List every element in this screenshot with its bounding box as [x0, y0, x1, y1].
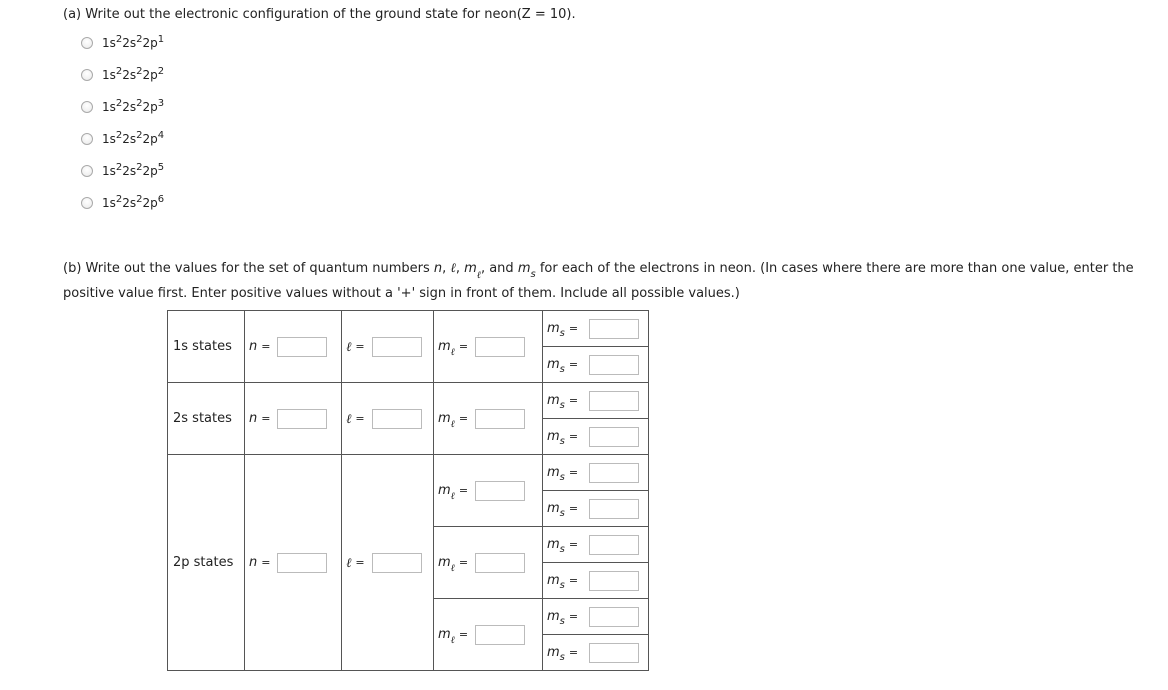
- ms-input-1s-1[interactable]: [589, 319, 639, 339]
- option-label: $1s^22s^22p^4$: [102, 130, 165, 146]
- ml-input-2p-2[interactable]: [475, 553, 525, 573]
- ms-cell: m s =: [543, 347, 649, 383]
- ms-cell: m s =: [543, 383, 649, 419]
- row-label-1s: 1s states: [168, 311, 245, 383]
- ms-input-1s-2[interactable]: [589, 355, 639, 375]
- ms-input-2p-5[interactable]: [589, 607, 639, 627]
- question-a: (a) Write out the electronic configuration of the ground state for neon(Z = 10).: [63, 7, 576, 22]
- ms-cell: m s =: [543, 311, 649, 347]
- l-cell: ℓ =: [342, 383, 434, 455]
- ms-cell: m s =: [543, 455, 649, 491]
- option-2p4[interactable]: [81, 123, 164, 155]
- radio-button[interactable]: [81, 69, 93, 81]
- ms-cell: m s =: [543, 419, 649, 455]
- l-input-1s[interactable]: [372, 337, 422, 357]
- ms-input-2s-1[interactable]: [589, 391, 639, 411]
- n-cell: n =: [245, 455, 342, 671]
- n-cell: n =: [245, 383, 342, 455]
- option-2p3[interactable]: [81, 91, 164, 123]
- ml-cell: m ℓ =: [434, 527, 543, 599]
- quantum-numbers-table: [167, 310, 649, 671]
- n-input-2p[interactable]: [277, 553, 327, 573]
- n-input-1s[interactable]: [277, 337, 327, 357]
- config-options: [81, 27, 164, 219]
- option-2p1[interactable]: [81, 27, 164, 59]
- option-2p6[interactable]: [81, 187, 164, 219]
- l-cell: ℓ =: [342, 455, 434, 671]
- radio-button[interactable]: [81, 101, 93, 113]
- ms-cell: m s =: [543, 527, 649, 563]
- l-cell: ℓ =: [342, 311, 434, 383]
- row-label-2p: 2p states: [168, 455, 245, 671]
- ms-input-2p-6[interactable]: [589, 643, 639, 663]
- ml-input-2p-3[interactable]: [475, 625, 525, 645]
- ms-cell: m s =: [543, 563, 649, 599]
- ms-input-2p-1[interactable]: [589, 463, 639, 483]
- option-label: $1s^22s^22p^2$: [102, 66, 165, 82]
- ms-cell: m s =: [543, 599, 649, 635]
- ms-input-2s-2[interactable]: [589, 427, 639, 447]
- l-input-2s[interactable]: [372, 409, 422, 429]
- question-b: (b) Write out the values for the set of quantum numbers n, ℓ, $m_\ell$, and $m_s$ for each of the electrons in neon. (In cases where there are more than one value, enter the positive value first. Enter positive values without a '+' sign in front of them. Include all possible values.): [63, 261, 1134, 301]
- radio-button[interactable]: [81, 197, 93, 209]
- row-label-2s: 2s states: [168, 383, 245, 455]
- ms-cell: m s =: [543, 491, 649, 527]
- option-2p2[interactable]: [81, 59, 164, 91]
- radio-button[interactable]: [81, 37, 93, 49]
- radio-button[interactable]: [81, 165, 93, 177]
- ms-input-2p-2[interactable]: [589, 499, 639, 519]
- option-label: $1s^22s^22p^3$: [102, 98, 165, 114]
- ms-cell: m s =: [543, 635, 649, 671]
- ml-cell: m ℓ =: [434, 383, 543, 455]
- ml-cell: m ℓ =: [434, 599, 543, 671]
- option-label: $1s^22s^22p^1$: [102, 34, 165, 50]
- ms-input-2p-4[interactable]: [589, 571, 639, 591]
- radio-button[interactable]: [81, 133, 93, 145]
- option-label: $1s^22s^22p^5$: [102, 162, 165, 178]
- ml-input-1s[interactable]: [475, 337, 525, 357]
- option-2p5[interactable]: [81, 155, 164, 187]
- l-input-2p[interactable]: [372, 553, 422, 573]
- ml-cell: m ℓ =: [434, 455, 543, 527]
- ms-input-2p-3[interactable]: [589, 535, 639, 555]
- ml-input-2s[interactable]: [475, 409, 525, 429]
- n-input-2s[interactable]: [277, 409, 327, 429]
- option-label: $1s^22s^22p^6$: [102, 194, 165, 210]
- ml-cell: m ℓ =: [434, 311, 543, 383]
- n-cell: n =: [245, 311, 342, 383]
- ml-input-2p-1[interactable]: [475, 481, 525, 501]
